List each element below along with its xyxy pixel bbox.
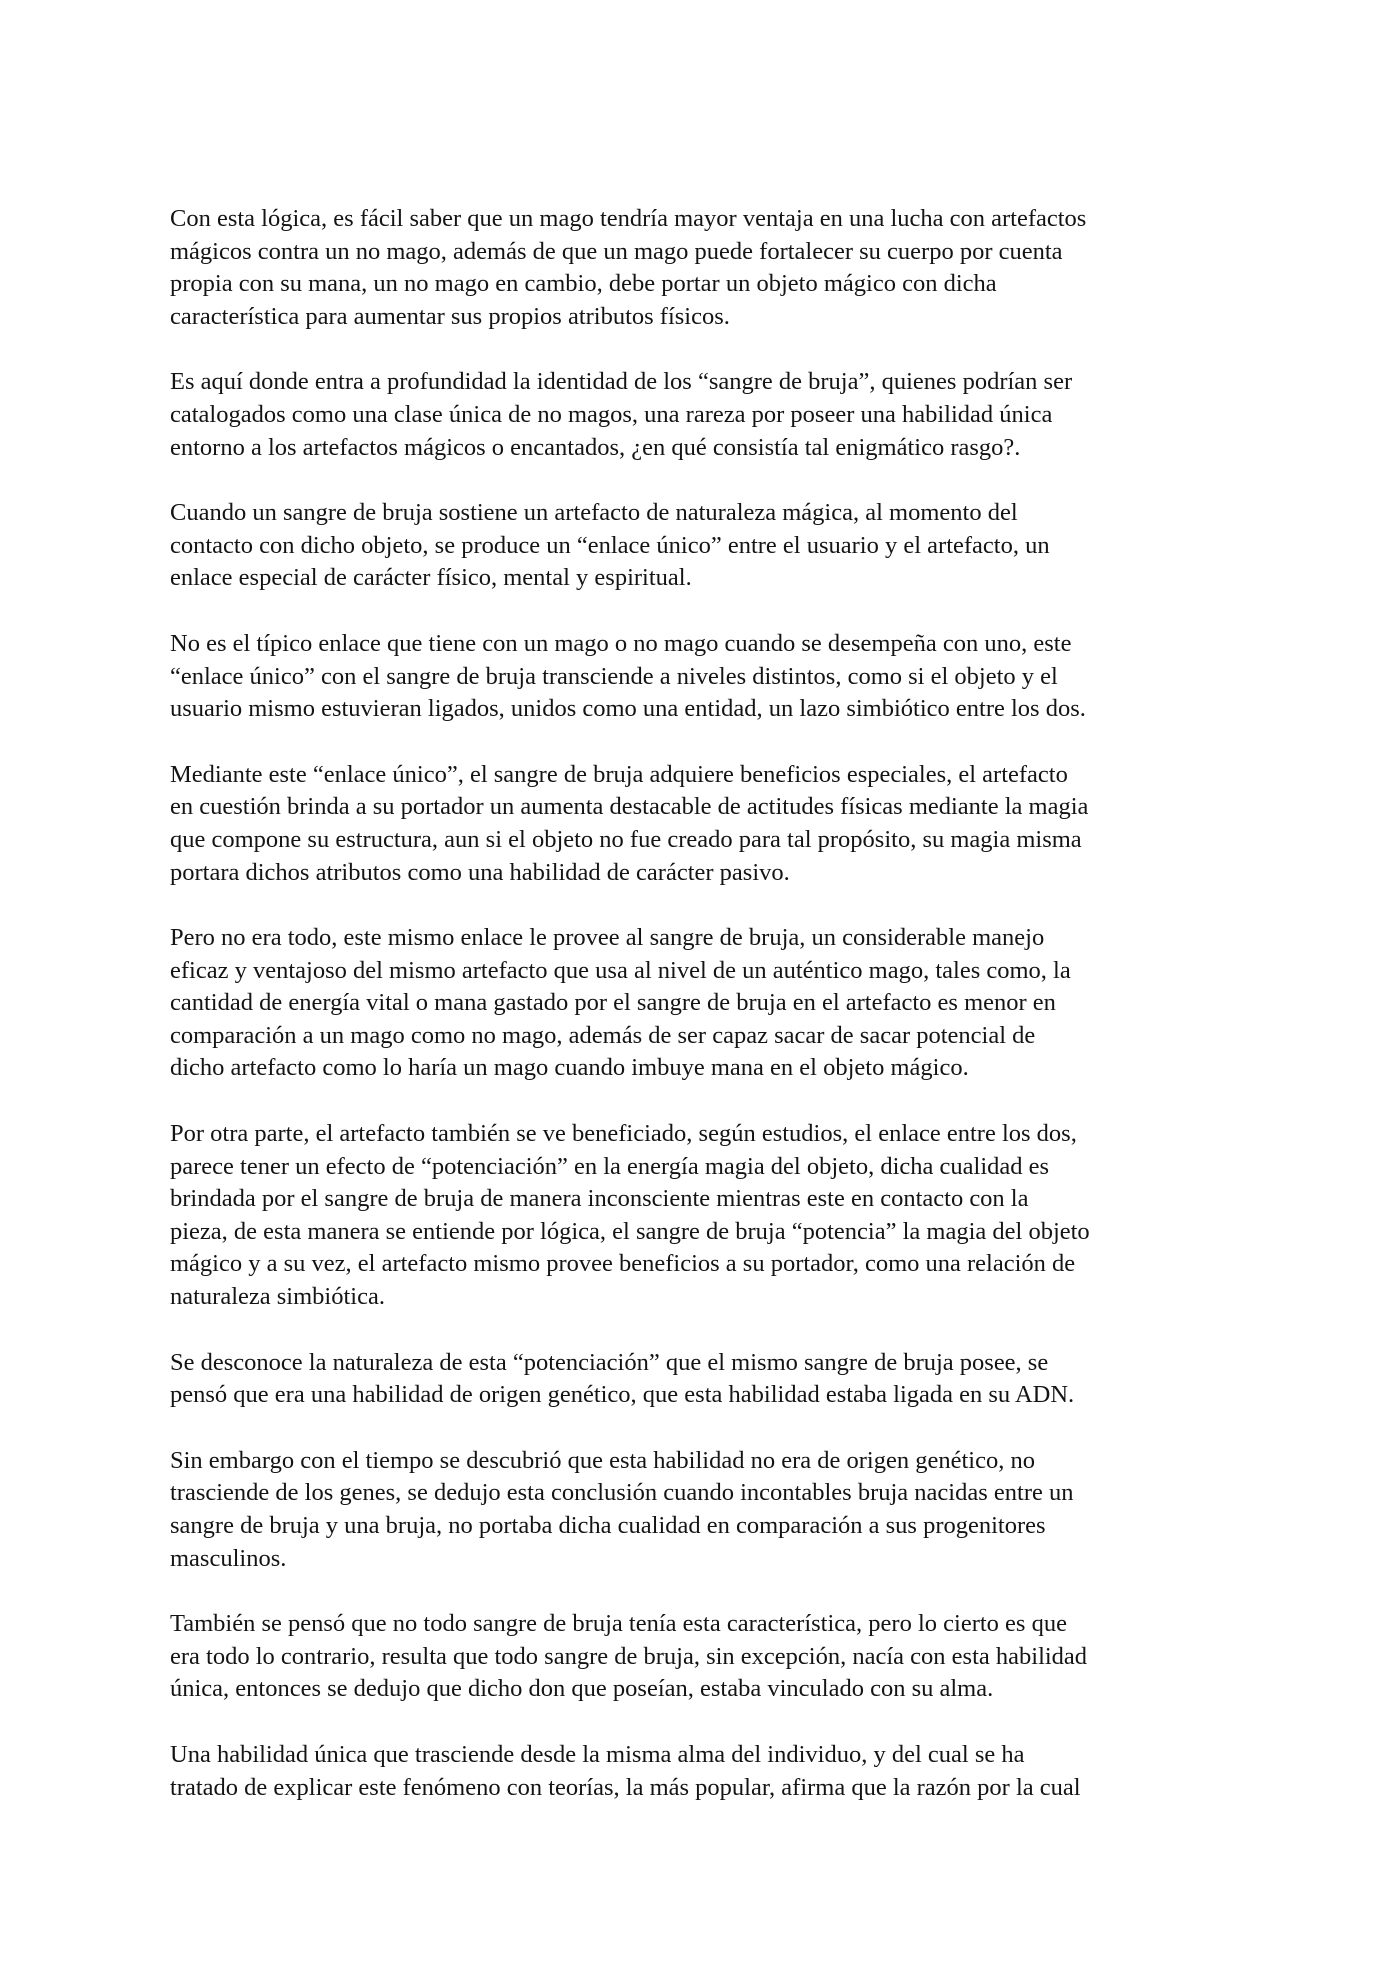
text-line: catalogados como una clase única de no magos, una rareza por poseer una habilidad única	[170, 400, 1053, 428]
text-line: dicho artefacto como lo haría un mago cuando imbuye mana en el objeto mágico.	[170, 1054, 969, 1082]
text-line: naturaleza simbiótica.	[170, 1283, 385, 1311]
text-line: mágicos contra un no mago, además de que un mago puede fortalecer su cuerpo por cuenta	[170, 237, 1063, 265]
text-line: contacto con dicho objeto, se produce un “enlace único” entre el usuario y el artefacto, un	[170, 531, 1050, 559]
text-line: trasciende de los genes, se dedujo esta conclusión cuando incontables bruja nacidas entre un	[170, 1479, 1074, 1507]
text-line: que compone su estructura, aun si el objeto no fue creado para tal propósito, su magia misma	[170, 825, 1082, 853]
paragraph	[170, 1445, 1230, 1575]
text-line: pieza, de esta manera se entiende por lógica, el sangre de bruja “potencia” la magia del objeto	[170, 1217, 1090, 1245]
text-line: portara dichos atributos como una habilidad de carácter pasivo.	[170, 858, 790, 886]
text-line: Con esta lógica, es fácil saber que un mago tendría mayor ventaja en una lucha con artefactos	[170, 205, 1087, 232]
text-line: comparación a un mago como no mago, además de ser capaz sacar de sacar potencial de	[170, 1021, 1036, 1049]
text-line: usuario mismo estuvieran ligados, unidos como una entidad, un lazo simbiótico entre los dos.	[170, 695, 1086, 723]
text-line: entorno a los artefactos mágicos o encantados, ¿en qué consistía tal enigmático rasgo?.	[170, 433, 1021, 461]
text-line: tratado de explicar este fenómeno con teorías, la más popular, afirma que la razón por la cual	[170, 1773, 1081, 1801]
paragraph	[170, 628, 1230, 726]
text-line: cantidad de energía vital o mana gastado por el sangre de bruja en el artefacto es menor en	[170, 989, 1056, 1017]
text-line: Sin embargo con el tiempo se descubrió que esta habilidad no era de origen genético, no	[170, 1446, 1035, 1474]
text-line: “enlace único” con el sangre de bruja transciende a niveles distintos, como si el objeto y el	[170, 662, 1058, 690]
text-line: sangre de bruja y una bruja, no portaba dicha cualidad en comparación a sus progenitores	[170, 1512, 1046, 1539]
text-line: Una habilidad única que trasciende desde la misma alma del individuo, y del cual se ha	[170, 1740, 1025, 1768]
text-line: eficaz y ventajoso del mismo artefacto que usa al nivel de un auténtico mago, tales como, la	[170, 956, 1071, 984]
text-line: masculinos.	[170, 1544, 287, 1572]
text-line: brindada por el sangre de bruja de manera inconsciente mientras este en contacto con la	[170, 1185, 1029, 1213]
paragraph	[170, 497, 1230, 595]
text-line: única, entonces se dedujo que dicho don que poseían, estaba vinculado con su alma.	[170, 1675, 994, 1703]
text-line: No es el típico enlace que tiene con un mago o no mago cuando se desempeña con uno, este	[170, 629, 1072, 657]
paragraph	[170, 1739, 1230, 1804]
paragraph	[170, 1347, 1230, 1412]
text-line: Se desconoce la naturaleza de esta “potenciación” que el mismo sangre de bruja posee, se	[170, 1348, 1049, 1376]
text-line: enlace especial de carácter físico, mental y espiritual.	[170, 564, 692, 592]
text-line: Por otra parte, el artefacto también se ve beneficiado, según estudios, el enlace entre los dos,	[170, 1120, 1077, 1148]
text-line: característica para aumentar sus propios atributos físicos.	[170, 302, 730, 330]
text-line: Pero no era todo, este mismo enlace le provee al sangre de bruja, un considerable manejo	[170, 924, 1045, 952]
paragraph	[170, 203, 1230, 333]
text-line: pensó que era una habilidad de origen genético, que esta habilidad estaba ligada en su ADN.	[170, 1381, 1075, 1409]
paragraph	[170, 759, 1230, 889]
text-line: era todo lo contrario, resulta que todo sangre de bruja, sin excepción, nacía con esta habilidad	[170, 1642, 1088, 1670]
paragraph	[170, 366, 1230, 464]
paragraph	[170, 1608, 1230, 1706]
text-line: propia con su mana, un no mago en cambio, debe portar un objeto mágico con dicha	[170, 270, 997, 298]
paragraph	[170, 1118, 1230, 1314]
text-line: Cuando un sangre de bruja sostiene un artefacto de naturaleza mágica, al momento del	[170, 499, 1018, 527]
text-line: en cuestión brinda a su portador un aumenta destacable de actitudes físicas mediante la magia	[170, 793, 1089, 821]
document-body	[170, 203, 1230, 1837]
text-line: mágico y a su vez, el artefacto mismo provee beneficios a su portador, como una relación de	[170, 1250, 1076, 1278]
paragraph	[170, 922, 1230, 1085]
text-line: También se pensó que no todo sangre de bruja tenía esta característica, pero lo cierto es que	[170, 1610, 1067, 1638]
text-line: parece tener un efecto de “potenciación” en la energía magia del objeto, dicha cualidad es	[170, 1152, 1050, 1180]
text-line: Es aquí donde entra a profundidad la identidad de los “sangre de bruja”, quienes podrían ser	[170, 368, 1073, 396]
text-line: Mediante este “enlace único”, el sangre de bruja adquiere beneficios especiales, el artefacto	[170, 760, 1068, 788]
